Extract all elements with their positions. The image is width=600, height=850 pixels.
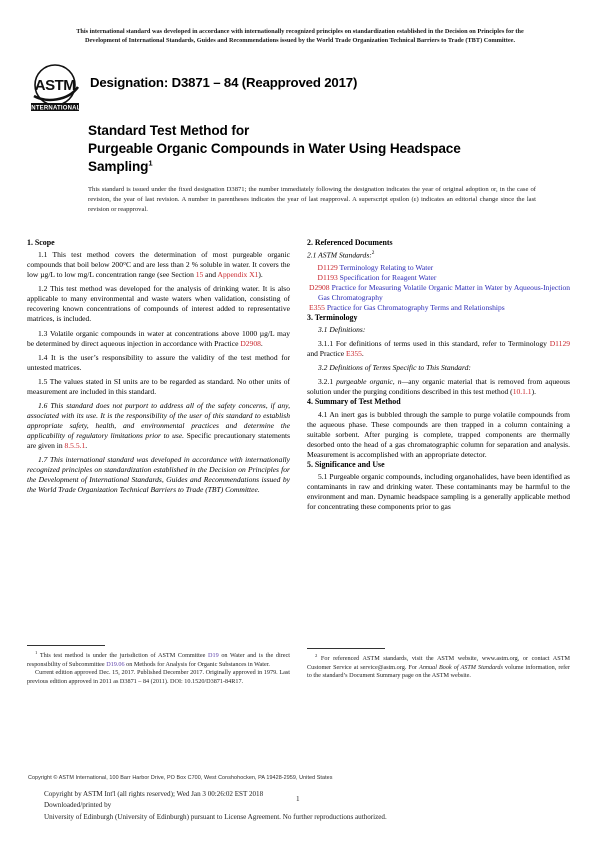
- list-item[interactable]: [309, 302, 570, 313]
- paragraph-1-6-post: .: [85, 440, 88, 450]
- list-item[interactable]: [318, 273, 570, 283]
- footnote-2-post: volume information, refer to the standard’s Document Summary page on the ASTM website.: [307, 663, 570, 680]
- page-title: [88, 122, 538, 176]
- paragraph-3-1-1-mid: and Practice: [307, 349, 346, 359]
- link-practice-d2908[interactable]: D2908: [240, 338, 261, 348]
- paragraph-3-1-1-text: 3.1.1 For definitions of terms used in this standard, refer to Terminology: [318, 339, 550, 349]
- wto-note-line-1: This international standard was developed in accordance with internationally recognized principles on standardization established in the Decision on Principles for the: [76, 28, 524, 35]
- paragraph-1-7: 1.7 This international standard was developed in accordance with internationally recognized principles on standardization established in the Decision on Principles for the Development of International Standards, Guides and Recommendations issued by the World Trade Organization Technical Barriers to Trade (TBT) Committee.: [27, 455, 290, 495]
- footnote-left: [27, 645, 290, 687]
- footnote-2-pre: For referenced ASTM standards, visit the ASTM website, www.astm.org, or contact ASTM Customer Service at service@astm.org. For: [307, 655, 570, 671]
- link-committee-d19[interactable]: D19: [208, 652, 219, 660]
- ref-designation[interactable]: D1193: [317, 272, 338, 282]
- wto-header-note: [33, 28, 567, 46]
- footer-copyright: Copyright © ASTM International, 100 Barr Harbor Drive, PO Box C700, West Conshohocken, PA 19428-2959, United States: [28, 775, 333, 781]
- paragraph-4-1: 4.1 An inert gas is bubbled through the sample to purge volatile compounds from the aqueous phase. These compounds are then trapped in a column containing a suitable sorbent. After purging is complete, trapped components are thermally desorbed onto the head of a gas chromatographic column for separation and analysis. Measurement is accomplished with an appropriate detector.: [307, 409, 570, 459]
- paragraph-1-6-tail: Specific precautionary statements are given in: [27, 430, 291, 450]
- paragraph-1-3-text: 1.3 Volatile organic compounds in water at concentrations above 1000 µg/L may be determined by direct aqueous injection in accordance with Practice: [27, 328, 290, 348]
- paragraph-3-2-1-term: purgeable organic, n—: [336, 377, 409, 387]
- ref-title[interactable]: Practice for Measuring Volatile Organic Matter in Water by Aqueous-Injection Gas Chromatography: [318, 282, 570, 302]
- paragraph-3-2-1-number: 3.2.1: [318, 377, 337, 387]
- ref-title[interactable]: Terminology Relating to Water: [339, 262, 434, 272]
- list-item[interactable]: [318, 263, 570, 273]
- footnote-right: [307, 648, 570, 681]
- paragraph-1-2: 1.2 This test method was developed for the analysis of drinking water. It is also applicable to many environmental and waste waters when validation, consisting of recovering known concentrations of compounds of interest added to representative matrices, is included.: [27, 284, 290, 324]
- ref-designation[interactable]: E355: [309, 302, 325, 312]
- astm-standards-subheading: [307, 250, 570, 261]
- paragraph-1-3-post: .: [260, 338, 263, 348]
- paragraph-1-6: [27, 401, 290, 451]
- link-subcommittee-d19-06[interactable]: D19.06: [106, 660, 125, 668]
- footnote-rule: [307, 648, 385, 649]
- left-column: [27, 238, 290, 495]
- footnote-1-marker: 1: [35, 650, 38, 655]
- issue-note: This standard is issued under the fixed designation D3871; the number immediately following the designation indicates the year of original adoption or, in the case of revision, the year of last revision. A number in parentheses indicates the year of last reapproval. A superscript epsilon (ε) indicates an editorial change since the last revision or reapproval.: [88, 186, 536, 214]
- link-section-10-1-1[interactable]: 10.1.1: [512, 387, 532, 397]
- paragraph-1-6-italic: 1.6 This standard does not purport to address all of the safety concerns, if any, associated with its use. It is the responsibility of the user of this standard to establish appropriate safety, health, and environmental practices and determine the applicability of regulatory limitations prior to use.: [27, 401, 290, 440]
- paragraph-1-1-mid: and: [203, 270, 218, 280]
- paragraph-3-1-1-post: .: [361, 349, 364, 359]
- ref-title[interactable]: Specification for Reagent Water: [339, 272, 437, 282]
- astm-standards-subheading-text: 2.1 ASTM Standards:: [307, 250, 372, 260]
- title-line-2: Purgeable Organic Compounds in Water Using Headspace: [88, 141, 461, 157]
- paragraph-3-2-1-post: ).: [531, 387, 536, 397]
- paragraph-5-1: 5.1 Purgeable organic compounds, including organohalides, have been identified as contaminants in raw and drinking water. These contaminants may be harmful to the environment and man. Dynamic headspace sampling is a generally applicable method for concentrating these components prior to gas: [307, 471, 570, 511]
- paragraph-1-3: [27, 329, 290, 349]
- paragraph-3-2: 3.2 Definitions of Terms Specific to This Standard:: [318, 363, 471, 373]
- paragraph-1-5: 1.5 The values stated in SI units are to be regarded as standard. No other units of measurement are included in this standard.: [27, 376, 290, 396]
- section-heading-summary: 4. Summary of Test Method: [307, 397, 401, 407]
- right-column: [307, 238, 570, 512]
- title-line-3: Sampling: [88, 159, 149, 175]
- footnote-2: [307, 653, 570, 681]
- referenced-documents-list: [307, 263, 570, 313]
- paragraph-3-1: 3.1 Definitions:: [318, 324, 366, 334]
- footnote-1-post: on Methods for Analysis for Organic Substances in Water.: [124, 660, 270, 668]
- title-block: [88, 122, 538, 176]
- link-section-8-5-5-1[interactable]: 8.5.5.1: [64, 440, 86, 450]
- link-terminology-d1129[interactable]: D1129: [549, 339, 570, 349]
- page-number: 1: [296, 795, 300, 803]
- paragraph-3-1-1: [307, 339, 570, 359]
- section-heading-terminology: 3. Terminology: [307, 312, 358, 322]
- list-item[interactable]: [309, 282, 570, 303]
- title-line-1: Standard Test Method for: [88, 123, 250, 138]
- link-practice-e355[interactable]: E355: [345, 349, 362, 359]
- paragraph-3-2-1: [307, 377, 570, 397]
- footnote-edition-info: Current edition approved Dec. 15, 2017. Published December 2017. Originally approved in 1979. Last previous edition approved in 2011 as D3871 – 84 (2011). DOI: 10.1520/D3871-84R17.: [27, 669, 290, 686]
- ref-title[interactable]: Practice for Gas Chromatography Terms and Relationships: [326, 302, 505, 312]
- footnote-2-marker: 2: [315, 653, 318, 658]
- footnote-1: [27, 650, 290, 669]
- footnote-rule: [27, 645, 105, 646]
- title-footnote-marker: 1: [148, 158, 153, 168]
- paragraph-3-2-1-body: any organic material that is removed from aqueous solution under the purging conditions described in this test method (: [307, 377, 570, 397]
- footnote-1-pre: This test method is under the jurisdiction of ASTM Committee: [37, 652, 209, 660]
- svg-text:INTERNATIONAL: INTERNATIONAL: [29, 105, 81, 112]
- section-heading-referenced-documents: 2. Referenced Documents: [307, 238, 393, 247]
- stamp-line-2: Downloaded/printed by: [44, 801, 112, 810]
- link-section-15[interactable]: 15: [195, 270, 204, 280]
- footnote-2-italic: Annual Book of ASTM Standards: [419, 663, 503, 671]
- designation-row: [28, 63, 568, 113]
- wto-note-line-2: Development of International Standards, Guides and Recommendations issued by the World Trade Organization Technical Barriers to Trade (TBT) Committee.: [84, 36, 516, 44]
- paragraph-1-1-post: ).: [258, 270, 263, 280]
- paragraph-1-4: 1.4 It is the user’s responsibility to assure the validity of the test method for untested matrices.: [27, 352, 290, 372]
- astm-standards-footnote-marker: 2: [371, 250, 375, 257]
- footnote-1-mid: on Water and is the direct responsibility of Subcommittee: [27, 652, 291, 668]
- stamp-line-1: Copyright by ASTM Int'l (all rights reserved); Wed Jan 3 00:26:02 EST 2018: [44, 790, 264, 798]
- section-heading-significance: 5. Significance and Use: [307, 459, 385, 469]
- link-appendix-x1[interactable]: Appendix X1: [217, 270, 259, 280]
- download-stamp: [44, 789, 387, 823]
- stamp-line-3: University of Edinburgh (University of Edinburgh) pursuant to License Agreement. No further reproductions authorized.: [44, 812, 387, 821]
- section-heading-scope: 1. Scope: [27, 238, 55, 247]
- designation-label: Designation: D3871 – 84 (Reapproved 2017): [90, 75, 358, 90]
- paragraph-1-1: [27, 250, 290, 280]
- astm-logo-icon: [28, 63, 86, 113]
- ref-designation[interactable]: D2908: [309, 282, 330, 292]
- paragraph-1-1-text: 1.1 This test method covers the determination of most purgeable organic compounds that boil below 200°C and are less than 2 % soluble in water. It covers the low µg/L to low mg/L concentration range (see Section: [27, 250, 290, 280]
- svg-text:ASTM: ASTM: [34, 77, 76, 94]
- ref-designation[interactable]: D1129: [317, 262, 338, 272]
